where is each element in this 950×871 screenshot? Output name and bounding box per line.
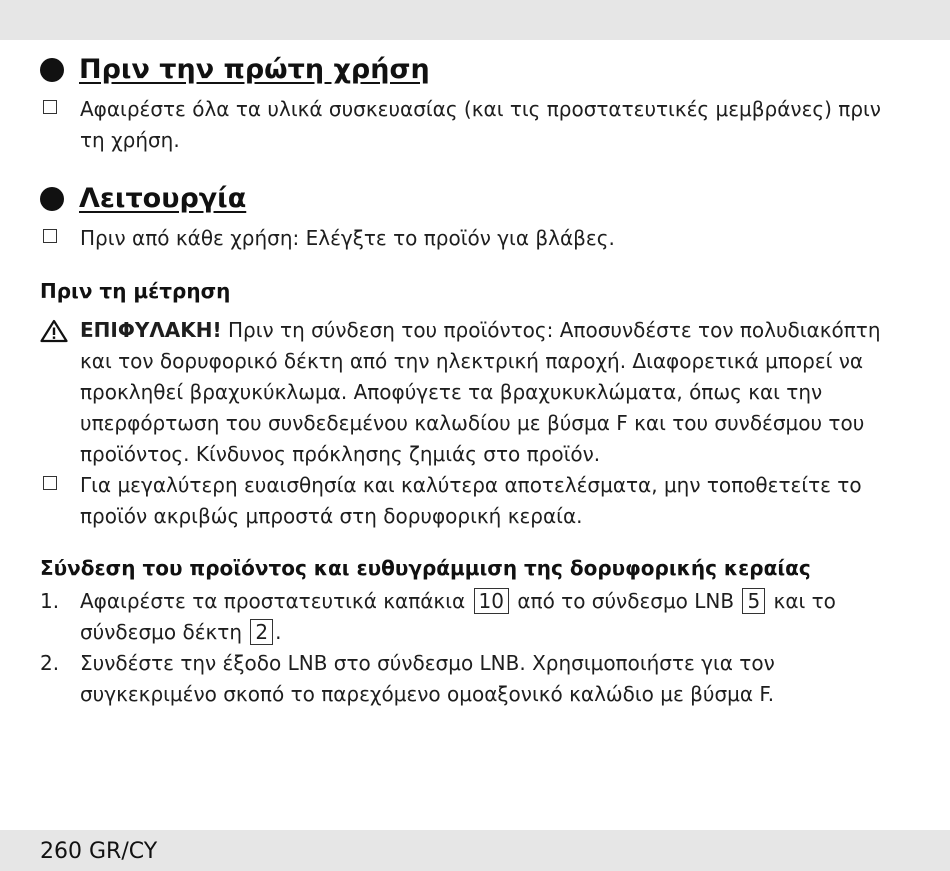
step-text: . xyxy=(275,620,282,644)
subheading-before-measurement: Πριν τη μέτρηση xyxy=(40,279,231,303)
bullet-dot-icon xyxy=(40,58,64,82)
numbered-step xyxy=(40,648,900,710)
checkbox-icon xyxy=(43,94,73,125)
warning-triangle-icon xyxy=(40,319,68,343)
step-text: και το σύνδεσμο δέκτη xyxy=(80,589,836,644)
step-number: 1. xyxy=(40,589,60,613)
step-text: Αφαιρέστε τα προστατευτικά καπάκια xyxy=(80,589,466,613)
page-number: 260 GR/CY xyxy=(40,839,158,864)
warning-label: ΕΠΙΦΥΛΑΚΗ! xyxy=(80,318,222,342)
subheading-connection: Σύνδεση του προϊόντος και ευθυγράμμιση της δορυφορικής κεραίας xyxy=(40,556,811,580)
checkbox-icon xyxy=(43,223,73,254)
instruction-item xyxy=(80,94,900,156)
instruction-text: Πριν από κάθε χρήση: Ελέγξτε το προϊόν για βλάβες. xyxy=(80,226,615,250)
warning-block xyxy=(80,315,900,470)
instruction-text: Για μεγαλύτερη ευαισθησία και καλύτερα αποτελέσματα, μην τοποθετείτε το προϊόν ακριβώς μπροστά στη δορυφορική κεραία. xyxy=(80,473,862,528)
numbered-step xyxy=(40,586,900,648)
reference-number: 2 xyxy=(250,619,273,645)
section-heading-first-use xyxy=(40,54,430,85)
section-title: Λειτουργία xyxy=(79,183,247,214)
reference-number: 10 xyxy=(474,588,509,614)
step-number: 2. xyxy=(40,651,60,675)
instruction-item xyxy=(80,223,900,254)
instruction-text: Αφαιρέστε όλα τα υλικά συσκευασίας (και τις προστατευτικές μεμβράνες) πριν τη χρήση. xyxy=(80,97,881,152)
step-text: από το σύνδεσμο LNB xyxy=(517,589,735,613)
section-heading-operation xyxy=(40,183,246,214)
instruction-item xyxy=(80,470,900,532)
warning-text: Πριν τη σύνδεση του προϊόντος: Αποσυνδέστε τον πολυδιακόπτη και τον δορυφορικό δέκτη από την ηλεκτρική παροχή. Διαφορετικά μπορεί να προκληθεί βραχυκύκλωμα. Αποφύγετε τα βραχυκυκλώματα, όπως και την υπερφόρτωση του συνδεδεμένου καλωδίου με βύσμα F και του συνδέσμου του προϊόντος. Κίνδυνος πρόκλησης ζημιάς στο προϊόν. xyxy=(80,318,881,466)
top-band xyxy=(0,0,950,40)
reference-number: 5 xyxy=(742,588,765,614)
bullet-dot-icon xyxy=(40,187,64,211)
step-text: Συνδέστε την έξοδο LNB στο σύνδεσμο LNB. Χρησιμοποιήστε για τον συγκεκριμένο σκοπό το παρεχόμενο ομοαξονικό καλώδιο με βύσμα F. xyxy=(80,651,775,706)
section-title: Πριν την πρώτη χρήση xyxy=(79,54,430,85)
checkbox-icon xyxy=(43,470,73,501)
